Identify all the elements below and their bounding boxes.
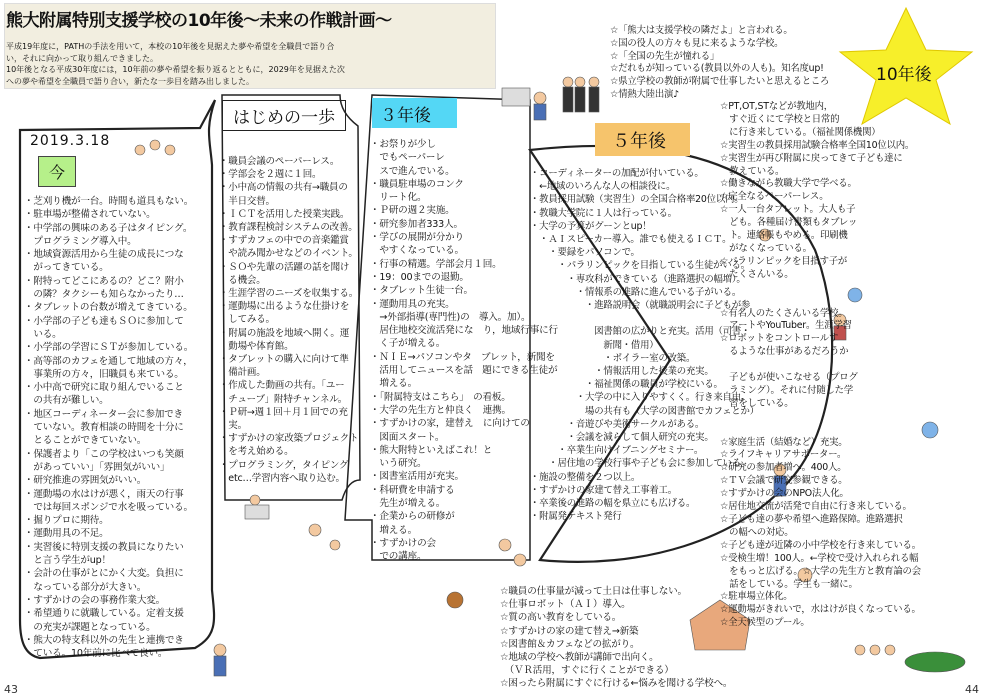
list-item: ・中学部の興味のある子はタイピング。 [24, 222, 193, 234]
list-item: ・教育課程検討システムの改善。 [219, 222, 358, 234]
list-item: 実。 [219, 420, 247, 432]
list-item: ・職員駐車場のコンク [370, 178, 464, 190]
list-item: 備計画。 [219, 367, 266, 379]
list-item: ・会議を減らして個人研究の充実。 [530, 432, 714, 444]
list-item: やすくなっている。 [370, 245, 464, 257]
list-item: ・卒業生向けイブニングセミナー。 [530, 445, 704, 457]
list-item: 図面スタート。 [370, 431, 445, 443]
list-item: ☆すずかけの会のNPO法人化。 [720, 488, 849, 500]
first-step-list [219, 155, 358, 485]
list-item: に行き来している。（福祉関係機関） [720, 126, 881, 138]
list-item: ・附特ってどこにあるの？どこ？附小 [24, 275, 184, 287]
list-item: ・駐車場が整備されていない。 [24, 209, 156, 221]
list-item: ・ボイラー室の改築。 [530, 352, 696, 364]
list-item: ・大学の予算がグーンとup！ [530, 220, 652, 232]
list-item: ・タブレットの台数が増えてきている。 [24, 302, 193, 314]
list-item: いる。 [24, 328, 62, 340]
list-item: なっている部分が大きい。 [24, 581, 147, 593]
list-item: たくさんいる。 [720, 268, 794, 280]
list-item: ・運動用具の不足。 [24, 528, 109, 540]
list-item: ・高等部のカフェを通して地域の方々， [24, 355, 193, 367]
list-item: では毎回スポンジで水を吸っている。 [24, 501, 193, 513]
intro-line: への夢や希望を全職員で語り合い，新たな一歩目を踏み出しました。 [6, 76, 254, 86]
list-item: ・地区コーディネーター会に参加でき [24, 408, 183, 420]
list-item: ・施設の整備を２つ以上。 [530, 471, 641, 483]
list-item: ・保護者より「この学校はいつも笑顔 [24, 448, 184, 460]
list-item: ・大学の中に入りやすくく。行き来自由。 [530, 392, 751, 404]
intro-line: 平成19年度に，PATHの手法を用いて，本校の10年後を見据えた夢や希望を全職員で語り合 [6, 42, 335, 51]
list-item: ☆全天候型のプール。 [720, 617, 810, 629]
list-item: →外部指導(専門性)の 導入。加）。 [370, 311, 531, 323]
list-item: 習をしている。 [720, 397, 794, 409]
list-item: 場の共有も（大学の図書館でカフェとか） [530, 405, 759, 417]
list-item: ・Ｐ研の週２実施。 [370, 205, 455, 217]
list-item: ・小中高で研究に取り組んでいること [24, 382, 184, 394]
list-item: ☆情熱大陸出演♪ [610, 88, 680, 100]
list-item: の隣？タクシーも知らなかったり… [24, 289, 184, 301]
list-item: ・ＩＣＴを活用した授業実践。 [219, 208, 350, 220]
list-item: や読み聞かせなどのイベント。 [219, 248, 358, 260]
five-year-tag: ５年後 [612, 131, 666, 152]
list-item: ☆駐車場立体化。 [720, 591, 793, 603]
list-item: ていない。教育相談の時間を十分に [24, 422, 184, 434]
list-item: ☆一人一台タブレット。大人も子 [720, 204, 856, 216]
list-item: ☆ライフキャリアサポーター。 [720, 449, 847, 461]
list-item: 先生が増える。 [370, 498, 446, 510]
first-step-tag: はじめの一歩 [222, 100, 346, 131]
list-item: の充実が課題となっている。 [24, 621, 156, 633]
list-item: ・タブレット生徒一台。 [370, 285, 473, 297]
list-item: 動場や体育館。 [219, 340, 294, 352]
list-item [720, 411, 921, 424]
list-item: 居住地校交流活発にな り，地域行事に行 [370, 325, 558, 337]
list-item: での講座。 [370, 551, 427, 563]
list-item: ・Ｐ研→週１回＋月１回での充 [219, 406, 348, 418]
list-item: ☆地域の学校へ教師が講師で出向く。 [500, 652, 659, 664]
list-item: ☆だれもが知っている(教員以外の人も)。知名度up! [610, 63, 824, 75]
list-item: ☆PT,OT,STなどが教地内， [720, 101, 833, 112]
list-item: ・タブレットの購入に向けて準 [219, 354, 349, 366]
list-item: を考え始める。 [219, 446, 294, 458]
list-item: 子どもが使いこなせる（プログ [720, 372, 858, 384]
list-item: ・ＮＩＥ→パソコンやタ ブレット，新聞を [370, 351, 555, 363]
list-item: ・掘りプロに期待。 [24, 515, 109, 527]
list-item: チューブ」附特チャンネル。 [219, 393, 348, 405]
list-item: ・すずかけの会の事務作業大変。 [24, 594, 166, 606]
list-item: があっていい」「雰囲気がいい」 [24, 461, 170, 473]
list-item: ☆居住地交流が活発で自由に行き来している。 [720, 501, 912, 513]
list-item: いう研究。 [370, 458, 427, 470]
list-item: 話をしている。学生も一緒に。 [720, 578, 858, 590]
list-item: ・運動場の水はけが悪く，雨天の行事 [24, 488, 184, 500]
list-item: ・附属の施設を地域へ開く。運 [219, 327, 350, 339]
list-item: 新聞・借用） [530, 339, 659, 351]
list-item: ・運動用具の充実。 [370, 298, 455, 310]
list-item: ・要録をパソコンで。 [530, 247, 640, 259]
list-item: ・パラリンピックを目指している生徒がいる。 [530, 260, 750, 272]
list-item: ☆実習生が再び附属に戻ってきて子ども達に [720, 152, 903, 164]
list-item: の幅への対応。 [720, 526, 794, 538]
list-item: ☆職員の仕事量が減って土日は仕事しない。 [500, 586, 687, 597]
list-item: ・卒業後の進路の幅を県立にも広げる。 [530, 498, 696, 510]
list-item: でもペーパーレ [370, 152, 445, 164]
list-item: ☆実習生の教員採用試験合格率全国10位以内。 [720, 139, 915, 151]
list-item: ・地域資源活用から生徒の成長につな [24, 249, 184, 261]
list-item: ・附属発テキスト発行 [530, 511, 622, 523]
list-item: 半日交替。 [219, 195, 275, 207]
date-label: 2019.3.18 [30, 133, 111, 149]
list-item: ☆子ども達が近隣の小中学校を行き来している。 [720, 539, 921, 551]
list-item: ☆ロボットをコントロールす [720, 333, 839, 345]
list-item: ・情報活用した授業の充実。 [530, 366, 714, 378]
list-item: ている。10年前に比べて良い。 [24, 648, 168, 660]
list-item [720, 424, 921, 437]
list-item: ・教職大学院に１人は行っている。 [530, 207, 677, 219]
page-number-left: 43 [4, 683, 18, 696]
list-item: ・福祉関係の職員が学校にいる。 [530, 379, 723, 391]
list-item: ・居住地の学校行事や子ども会に参加している。 [530, 458, 751, 470]
list-item: ・熊大の特支科以外の先生と連携でき [24, 634, 184, 646]
list-item: ☆家庭生活（結婚など）充実。 [720, 436, 848, 448]
list-item: （ＶＲ活用，すぐに行くことができる） [500, 665, 674, 677]
intro-line: い，それに向かって取り組んできました。 [6, 53, 158, 63]
list-item: ☆ＴＶ会議で研究参観できる。 [720, 475, 848, 487]
list-item: ・すずかけの家，建替え に向けての [370, 418, 530, 430]
list-item: 図書館の広がりと充実。活用（司書・ [530, 326, 751, 338]
list-item: ・お祭りが少し [370, 139, 436, 150]
list-item: ・生涯学習のニーズを収集する。 [219, 288, 359, 300]
list-item: ラミング）。それに付随した学 [720, 384, 854, 396]
list-item: をもっと広げる。☆大学の先生方と教育論の会 [720, 565, 921, 577]
ten-year-right-list [720, 101, 921, 630]
list-item: ・作成した動画の共有。「ユー [219, 380, 345, 392]
list-item: るような仕事があるだろうか [720, 346, 849, 358]
list-item: ・「附属特支はこちら」 の看板。 [370, 391, 511, 403]
list-item: ☆研究の参加者増へ。400人。 [720, 462, 847, 474]
intro-line: 10年後となる平成30年度には，10年前の夢や希望を振り返るとともに，2029年を見据えた次 [6, 65, 345, 74]
list-item: 増える。 [370, 378, 417, 390]
list-item: ・ＡＩスピーカー導入。誰でも使えるＩＣＴ。 [530, 234, 732, 246]
list-item: ☆仕事ロボット（ＡＩ）導入。 [500, 599, 631, 611]
list-item: ・すずかけの家建て替え工事着工。 [530, 484, 677, 496]
list-item: ・小学部の学習にＳＴが参加している。 [24, 342, 194, 354]
list-item: ・大学の先生方と仲良く 連携。 [370, 404, 511, 416]
list-item: 事業所の方々，旧職員も来ている。 [24, 368, 184, 380]
list-item: ☆「熊大は支援学校の隣だよ」と言われる。 [610, 25, 793, 36]
list-item: アートやYouTuber。生涯学習 [720, 320, 852, 332]
list-item: ・運動場に出るような仕掛けを [219, 301, 350, 313]
list-item: ・すずカフェの中での音楽鑑賞 [219, 235, 349, 247]
list-item: ト。連絡帳もやめる。印刷機 [720, 230, 848, 242]
list-item: ・小学部の子ども達もＳＯに参加して [24, 315, 184, 327]
list-item: ・教員採用試験（実習生）の全国合格率20位以内。 [530, 194, 744, 206]
list-item: ・行事の精選。学部会月１回。 [370, 258, 502, 270]
list-item: ・音遊びや美術サークルがある。 [530, 418, 705, 430]
list-item: ・情報系の進路に進んでいる子がいる。 [530, 286, 742, 298]
list-item: ・19：00までの退勤。 [370, 271, 469, 283]
list-item: とることができていない。 [24, 435, 147, 447]
list-item: ☆質の高い教育をしている。 [500, 612, 622, 624]
now-tag: 今 [38, 156, 76, 187]
list-item: ・すずかけの家改築プロジェクト [219, 433, 359, 445]
list-item: ☆困ったら附属にすぐに行ける←悩みを聞ける学校へ。 [500, 678, 733, 690]
list-item: ←地域のいろんな人の相談役に。 [530, 181, 676, 193]
list-item: ☆国の役人の方々も見に来るような学校。 [610, 37, 784, 49]
list-item: ・学びの展開が分かり [370, 232, 464, 244]
list-item: がってきている。 [24, 262, 109, 274]
list-item: ☆パラリンピックを目指す子が [720, 255, 848, 267]
list-item: の共有が難しい。 [24, 395, 109, 407]
list-item: ☆図書館＆カフェなどの拡がり。 [500, 638, 640, 650]
ten-year-top-list [610, 25, 829, 102]
list-item: プログラミング導入中。 [24, 235, 137, 247]
list-item [720, 282, 921, 295]
list-item: 増える。 [370, 524, 417, 536]
list-item: ・研究推進の雰囲気がいい。 [24, 475, 147, 487]
list-item: ・企業からの研修が [370, 511, 455, 523]
list-item: ・プログラミング，タイピング [219, 459, 349, 471]
list-item: がなくなっている。 [720, 242, 812, 254]
now-list [24, 195, 193, 660]
list-item: ☆受検生増！100人。←学校で受け入れられる幅 [720, 552, 919, 564]
ten-year-tag: 10年後 [876, 65, 932, 85]
list-item: ・芝刈り機が一台。時間も道具もない。 [24, 196, 194, 207]
list-item: ・進路説明会（就職説明会に子どもが参 [530, 300, 751, 312]
list-item: ☆働きながら教職大学で学べる。 [720, 178, 857, 190]
list-item [720, 295, 921, 308]
list-item: ☆「全国の先生が憧れる」 [610, 50, 720, 62]
list-item: ・小中高の情報の共有→職員の [219, 182, 348, 194]
list-item: ・コーディネーターの加配が付いている。 [530, 168, 704, 179]
list-item: すぐ近くにて学校と日常的 [720, 113, 840, 125]
list-item: ・学部会を２週に１回。 [219, 169, 322, 181]
list-item: ・職員会議のペーパーレス。 [219, 156, 340, 167]
list-item: と言う学生がup！ [24, 555, 111, 567]
list-item: 教えている。 [720, 165, 785, 177]
list-item: ☆運動場がきれいで，水はけが良くなっている。 [720, 604, 921, 616]
list-item: ☆子ども達の夢や希望へ進路保障。進路選択 [720, 514, 903, 525]
list-item: ☆県立学校の教師が附属で仕事したいと思えるところ [610, 76, 830, 88]
list-item [720, 359, 921, 372]
list-item: スで進んでいる。 [370, 165, 455, 177]
list-item: ・実習後に特別支援の教員になりたい [24, 541, 184, 553]
list-item: ☆有名人のたくさんいる学校。 [720, 307, 848, 319]
list-item: してみる。 [219, 314, 275, 326]
list-item: ☆すずかけの家の建て替え→新築 [500, 625, 639, 637]
list-item: く子が増える。 [370, 338, 446, 350]
list-item: ・科研費を申請する [370, 484, 455, 496]
ten-year-bottom-list [500, 585, 732, 691]
list-item: ・熊大附特といえばこれ！と [370, 444, 493, 456]
list-item: ・希望通りに就職している。定着支援 [24, 608, 184, 620]
list-item: ☆完全なるペーパーレス。 [720, 191, 829, 203]
list-item: ・図書室活用が充実。 [370, 471, 464, 483]
list-item: ・専攻科ができている（進路選択の幅増）。 [530, 273, 746, 285]
page-number-right: 44 [965, 683, 979, 696]
three-year-tag: ３年後 [380, 106, 431, 126]
list-item: ども。各種届け書類もタブレッ [720, 217, 858, 229]
list-item: リート化。 [370, 192, 427, 204]
list-item: ・ＳＯや先輩の活躍の話を聞け [219, 261, 350, 273]
list-item: ・会計の仕事がとにかく大変。負担に [24, 568, 184, 580]
list-item: ・研究参加者333人。 [370, 218, 463, 230]
list-item: etc…学習内容へ取り込む。 [219, 472, 345, 484]
list-item: る機会。 [219, 274, 266, 286]
list-item: ・すずかけの会 [370, 537, 436, 549]
page-title: 熊大附属特別支援学校の10年後〜未来の作戦計画〜 [6, 11, 392, 31]
list-item: 活用してニュースを話 題にできる生徒が [370, 365, 558, 377]
